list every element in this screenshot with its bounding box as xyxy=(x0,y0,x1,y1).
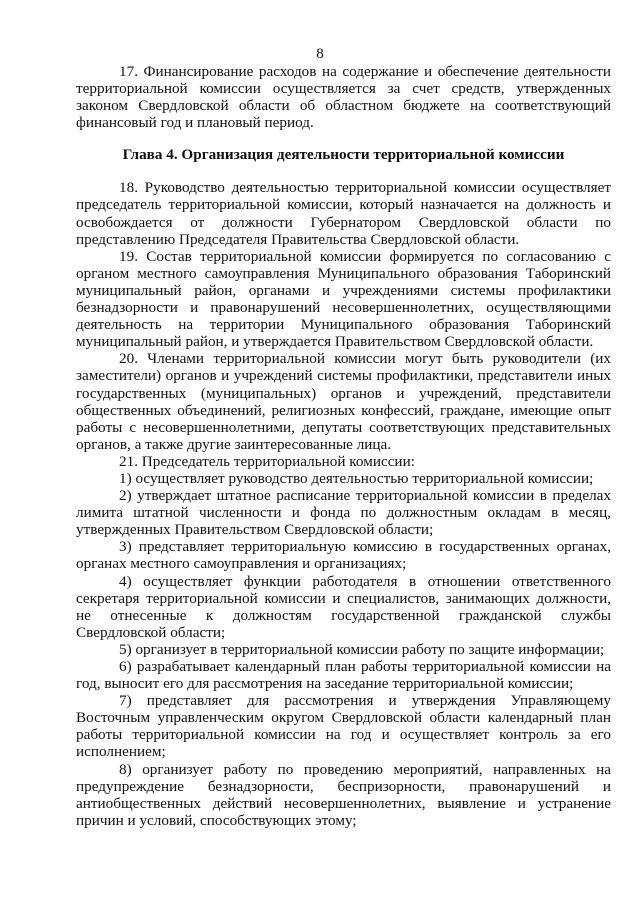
page-number: 8 xyxy=(316,46,324,62)
list-item-3: 3) представляет территориальную комиссию в государственных органах, органах местного самоуправления и организациях; xyxy=(76,538,611,573)
list-item-8: 8) организует работу по проведению мероприятий, направленных на предупреждение безнадзорности, беспризорности, правонарушений и антиобщественных действий несовершеннолетних, выявление и устранение причин и условий, способствующих этому; xyxy=(76,760,611,829)
paragraph-20: 20. Членами территориальной комиссии могут быть руководители (их заместители) органов и учреждений системы профилактики, представители иных государственных (муниципальных) органов и учреждений, представители общественных объединений, религиозных конфессий, граждане, имеющие опыт работы с несовершеннолетними, депутаты соответствующих представительных органов, а также другие заинтересованные лица. xyxy=(76,350,611,453)
list-item-7: 7) представляет для рассмотрения и утверждения Управляющему Восточным управленческим округом Свердловской области календарный план работы территориальной комиссии на год и осуществляет контроль за его исполнением; xyxy=(76,692,611,761)
list-item-4: 4) осуществляет функции работодателя в отношении ответственного секретаря территориальной комиссии и специалистов, занимающих должности, не отнесенные к должностям государственной гражданской службы Свердловской области; xyxy=(76,572,611,641)
document-body xyxy=(76,63,611,829)
chapter-heading: Глава 4. Организация деятельности территориальной комиссии xyxy=(122,146,565,164)
list-item-2: 2) утверждает штатное расписание территориальной комиссии в пределах лимита штатной численности и фонда по должностным окладам в месяц, утвержденных Правительством Свердловской области; xyxy=(76,487,611,539)
paragraph-19: 19. Состав территориальной комиссии формируется по согласованию с органом местного самоуправления Муниципального образования Таборинский муниципальный район, органами и учреждениями системы профилактики безнадзорности и правонарушений несовершеннолетних, осуществляющими деятельность на территории Муниципального образования Таборинский муниципальный район, и утверждается Правительством Свердловской области. xyxy=(76,247,611,351)
paragraph-18: 18. Руководство деятельностью территориальной комиссии осуществляет председатель территориальной комиссии, который назначается на должность и освобождается от должности Губернатором Свердловской области по представлению Председателя Правительства Свердловской области. xyxy=(76,179,611,248)
list-item-5: 5) организует в территориальной комиссии работу по защите информации; xyxy=(119,640,605,658)
paragraph-17: 17. Финансирование расходов на содержание и обеспечение деятельности территориальной комиссии осуществляется за счет средств, утвержденных законом Свердловской области об областном бюджете на соответствующий финансовый год и плановый период. xyxy=(76,63,611,132)
paragraph-21: 21. Председатель территориальной комиссии: xyxy=(119,452,415,470)
list-item-1: 1) осуществляет руководство деятельностью территориальной комиссии; xyxy=(119,469,594,487)
list-item-6: 6) разрабатывает календарный план работы территориальной комиссии на год, выносит его для рассмотрения на заседание территориальной комиссии; xyxy=(76,658,611,693)
